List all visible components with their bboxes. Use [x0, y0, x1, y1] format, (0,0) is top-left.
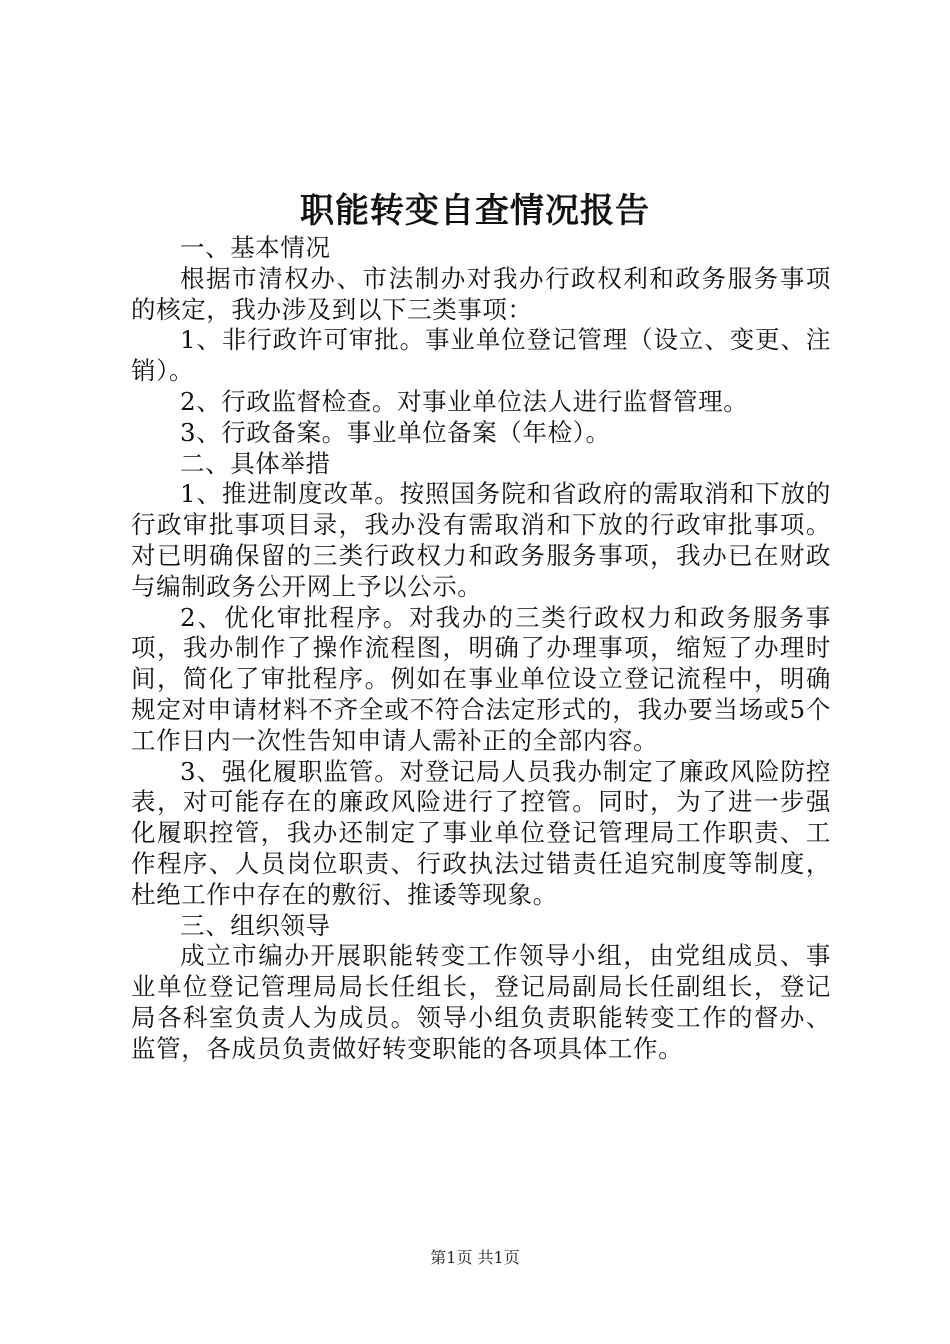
document-body — [131, 233, 831, 1065]
paragraph-intro: 根据市清权办、市法制办对我办行政权利和政务服务事项的核定，我办涉及到以下三类事项： — [131, 263, 831, 324]
list-item-3: 3、行政备案。事业单位备案（年检）。 — [180, 417, 611, 447]
paragraph-measure-1: 1、推进制度改革。按照国务院和省政府的需取消和下放的行政审批事项目录，我办没有需取消和下放的行政审批事项。对已明确保留的三类行政权力和政务服务事项，我办已在财政与编制政务公开网上予以公示。 — [131, 479, 831, 601]
page-footer: 第1页 共1页 — [430, 1248, 520, 1267]
section-heading-basic: 一、基本情况 — [180, 233, 331, 262]
section-heading-measures: 二、具体举措 — [180, 448, 331, 478]
document-title: 职能转变自查情况报告 — [300, 191, 650, 231]
paragraph-measure-3: 3、强化履职监管。对登记局人员我办制定了廉政风险防控表，对可能存在的廉政风险进行了控管。同时，为了进一步强化履职控管，我办还制定了事业单位登记管理局工作职责、工作程序、人员岗位职责、行政执法过错责任追究制度等制度，杜绝工作中存在的敷衍、推诿等现象。 — [131, 756, 831, 909]
paragraph-leadership: 成立市编办开展职能转变工作领导小组，由党组成员、事业单位登记管理局局长任组长，登记局副局长任副组长，登记局各科室负责人为成员。领导小组负责职能转变工作的督办、监管，各成员负责做好转变职能的各项具体工作。 — [131, 941, 831, 1063]
section-heading-leadership: 三、组织领导 — [180, 910, 331, 940]
list-item-2: 2、行政监督检查。对事业单位法人进行监督管理。 — [180, 386, 749, 416]
paragraph-measure-2: 2、优化审批程序。对我办的三类行政权力和政务服务事项，我办制作了操作流程图，明确了办理事项，缩短了办理时间，简化了审批程序。例如在事业单位设立登记流程中，明确规定对申请材料不齐全或不符合法定形式的，我办要当场或5个工作日内一次性告知申请人需补正的全部内容。 — [131, 602, 831, 755]
list-item-1: 1、非行政许可审批。事业单位登记管理（设立、变更、注销）。 — [131, 325, 831, 386]
